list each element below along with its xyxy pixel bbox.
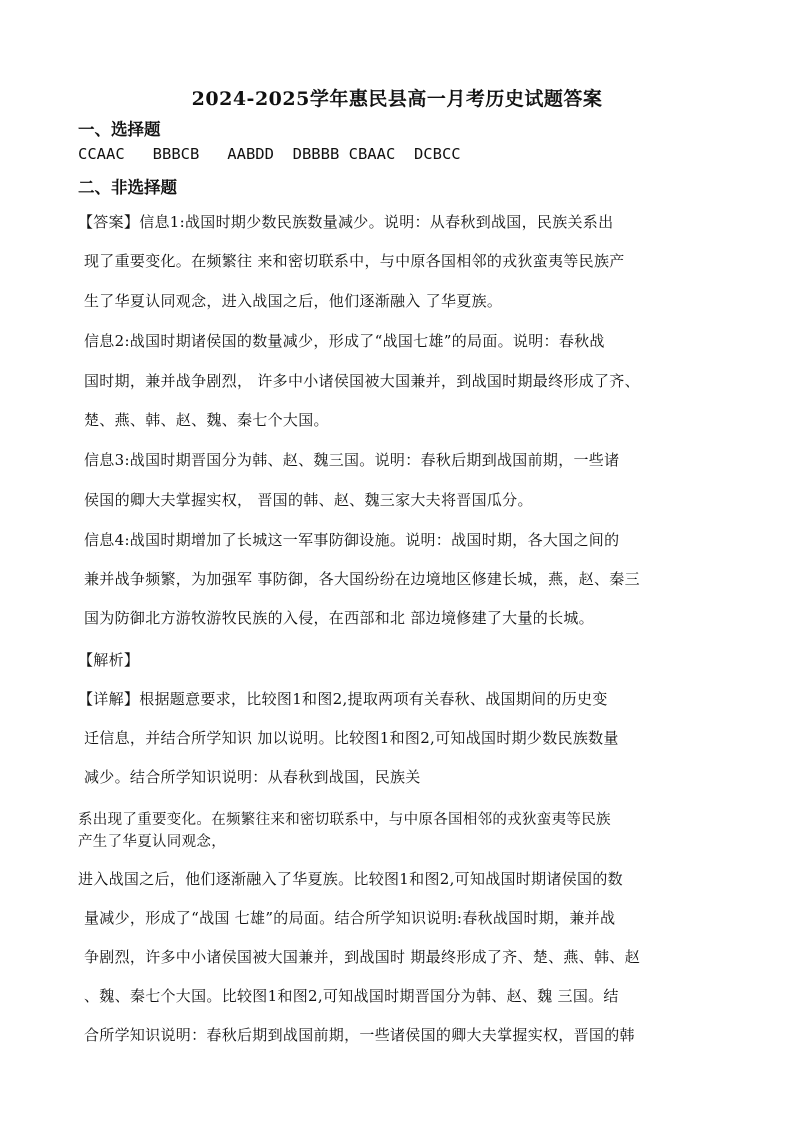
text-line: 、魏、秦七个大国。比较图1和图2,可知战国时期晋国分为韩、赵、魏 三国。结 [84,987,619,1005]
text-line: 争剧烈，许多中小诸侯国被大国兼并，到战国时 期最终形成了齐、楚、燕、韩、赵 [84,948,640,966]
text-line: 【答案】信息1:战国时期少数民族数量减少。说明：从春秋到战国，民族关系出 [78,213,614,231]
text-line: 兼并战争频繁，为加强军 事防御，各大国纷纷在边境地区修建长城，燕，赵、秦三 [84,570,640,588]
choice-answers: CCAAC BBBCB AABDD DBBBB CBAAC DCBCC [78,145,461,163]
text-line: 合所学知识说明：春秋后期到战国前期，一些诸侯国的卿大夫掌握实权，晋国的韩 [84,1026,635,1044]
text-line: 信息2:战国时期诸侯国的数量减少，形成了“战国七雄”的局面。说明：春秋战 [84,332,605,350]
section-heading-nonchoice: 二、非选择题 [78,178,177,197]
text-line: 减少。结合所学知识说明：从春秋到战国，民族关 [84,768,421,786]
text-line: 侯国的卿大夫掌握实权， 晋国的韩、赵、魏三家大夫将晋国瓜分。 [84,491,533,509]
text-line: 【解析】 [78,651,140,669]
text-line: 产生了华夏认同观念， [78,834,226,850]
section-heading-choice: 一、选择题 [78,120,161,139]
text-line: 量减少，形成了“战国 七雄”的局面。结合所学知识说明:春秋战国时期，兼并战 [84,909,616,927]
page-title: 2024-2025学年惠民县高一月考历史试题答案 [191,88,603,110]
text-line: 迁信息，并结合所学知识 加以说明。比较图1和图2,可知战国时期少数民族数量 [84,729,619,747]
text-line: 进入战国之后，他们逐渐融入了华夏族。比较图1和图2,可知战国时期诸侯国的数 [78,870,623,888]
text-line: 系出现了重要变化。在频繁往来和密切联系中，与中原各国相邻的戎狄蛮夷等民族 [78,812,611,828]
text-line: 国时期，兼并战争剧烈， 许多中小诸侯国被大国兼并，到战国时期最终形成了齐、 [84,372,640,390]
text-line: 信息4:战国时期增加了长城这一军事防御设施。说明：战国时期，各大国之间的 [84,531,620,549]
text-line: 【详解】根据题意要求，比较图1和图2,提取两项有关春秋、战国期间的历史变 [78,690,608,708]
text-line: 生了华夏认同观念，进入战国之后，他们逐渐融入 了华夏族。 [84,292,503,310]
text-line: 现了重要变化。在频繁往 来和密切联系中，与中原各国相邻的戎狄蛮夷等民族产 [84,252,625,270]
text-line: 楚、燕、韩、赵、魏、秦七个大国。 [84,411,329,429]
text-line: 国为防御北方游牧游牧民族的入侵，在西部和北 部边境修建了大量的长城。 [84,609,594,627]
text-line: 信息3:战国时期晋国分为韩、赵、魏三国。说明：春秋后期到战国前期，一些诸 [84,451,620,469]
